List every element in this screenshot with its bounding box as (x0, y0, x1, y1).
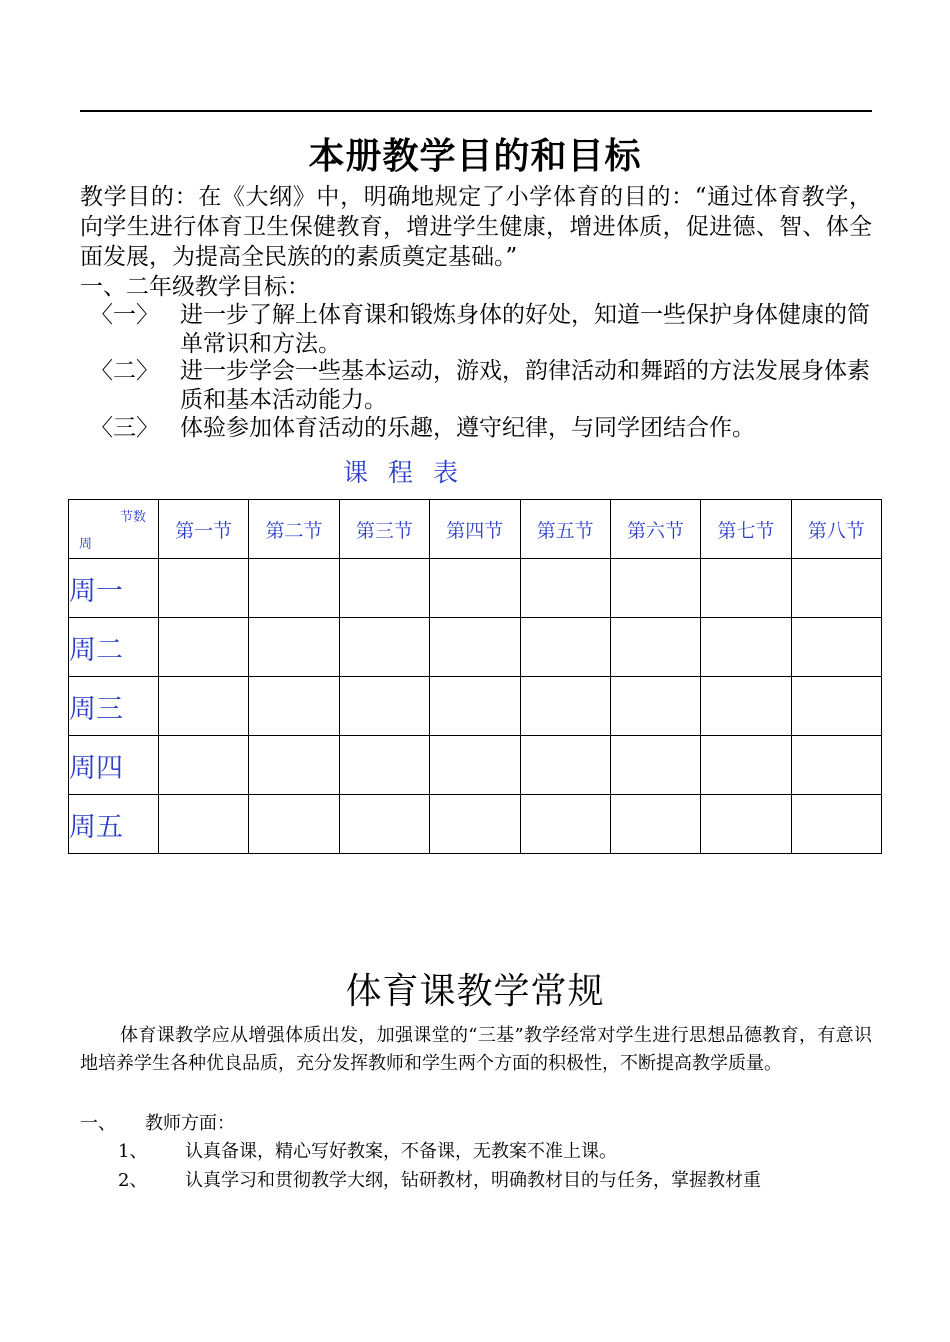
schedule-cell[interactable] (159, 677, 249, 736)
day-label: 周三 (69, 677, 159, 736)
schedule-cell[interactable] (430, 795, 520, 854)
day-label: 周五 (69, 795, 159, 854)
schedule-cell[interactable] (159, 559, 249, 618)
day-label: 周四 (69, 736, 159, 795)
schedule-cell[interactable] (339, 618, 429, 677)
day-label: 周一 (69, 559, 159, 618)
schedule-cell[interactable] (249, 618, 339, 677)
schedule-cell[interactable] (791, 795, 881, 854)
schedule-cell[interactable] (610, 559, 700, 618)
schedule-cell[interactable] (610, 736, 700, 795)
schedule-cell[interactable] (791, 618, 881, 677)
day-label: 周二 (69, 618, 159, 677)
goals-heading: 一、二年级教学目标： (80, 274, 310, 300)
schedule-cell[interactable] (791, 677, 881, 736)
schedule-cell[interactable] (610, 795, 700, 854)
schedule-cell[interactable] (791, 736, 881, 795)
schedule-cell[interactable] (701, 618, 791, 677)
section2-intro: 体育课教学应从增强体质出发，加强课堂的“三基”教学经常对学生进行思想品德教育，有意识地培养学生各种优良品质，充分发挥教师和学生两个方面的积极性，不断提高教学质量。 (80, 1025, 872, 1074)
schedule-cell[interactable] (339, 559, 429, 618)
schedule-cell[interactable] (610, 677, 700, 736)
schedule-cell[interactable] (339, 736, 429, 795)
teacher-section-number: 一、 (80, 1113, 116, 1134)
schedule-cell[interactable] (701, 736, 791, 795)
schedule-cell[interactable] (430, 677, 520, 736)
schedule-cell[interactable] (249, 677, 339, 736)
goal-number: 〈二〉 (90, 358, 159, 384)
section2-title: 体育课教学常规 (345, 971, 605, 1012)
schedule-cell[interactable] (701, 795, 791, 854)
schedule-cell[interactable] (339, 677, 429, 736)
period-header: 第四节 (430, 500, 520, 559)
goal-number: 〈一〉 (90, 302, 159, 328)
schedule-row (69, 736, 882, 795)
header-rule (80, 110, 872, 112)
schedule-cell[interactable] (520, 559, 610, 618)
schedule-table (68, 499, 882, 854)
schedule-cell[interactable] (520, 618, 610, 677)
period-header: 第三节 (339, 500, 429, 559)
teacher-section-heading: 教师方面： (145, 1113, 235, 1134)
schedule-cell[interactable] (791, 559, 881, 618)
schedule-title: 课程表 (343, 458, 479, 487)
schedule-row (69, 677, 882, 736)
item-number: 1、 (118, 1141, 148, 1162)
schedule-cell[interactable] (520, 795, 610, 854)
section1-title: 本册教学目的和目标 (308, 135, 642, 177)
schedule-cell[interactable] (520, 677, 610, 736)
goal-text: 进一步了解上体育课和锻炼身体的好处，知道一些保护身体健康的简单常识和方法。 (180, 302, 870, 357)
schedule-row (69, 795, 882, 854)
period-header: 第二节 (249, 500, 339, 559)
schedule-cell[interactable] (701, 559, 791, 618)
period-header: 第五节 (520, 500, 610, 559)
schedule-cell[interactable] (430, 736, 520, 795)
schedule-cell[interactable] (701, 677, 791, 736)
item-number: 2、 (118, 1170, 148, 1191)
schedule-header-row (69, 500, 882, 559)
schedule-cell[interactable] (430, 618, 520, 677)
period-header: 第八节 (791, 500, 881, 559)
period-header: 第六节 (610, 500, 700, 559)
period-header: 第一节 (159, 500, 249, 559)
schedule-cell[interactable] (430, 559, 520, 618)
goal-text: 体验参加体育活动的乐趣，遵守纪律，与同学团结合作。 (180, 415, 755, 441)
schedule-cell[interactable] (249, 736, 339, 795)
corner-label-periods: 节数 (119, 510, 146, 525)
schedule-corner-cell (69, 500, 159, 559)
schedule-cell[interactable] (159, 795, 249, 854)
corner-label-week: 周 (79, 537, 93, 552)
goal-text: 进一步学会一些基本运动，游戏，韵律活动和舞蹈的方法发展身体素质和基本活动能力。 (180, 358, 870, 413)
period-header: 第七节 (701, 500, 791, 559)
schedule-row (69, 618, 882, 677)
teaching-purpose: 教学目的：在《大纲》中，明确地规定了小学体育的目的：“通过体育教学，向学生进行体育卫生保健教育，增进学生健康，增进体质，促进德、智、体全面发展，为提高全民族的的素质奠定基础。” (80, 184, 872, 270)
schedule-cell[interactable] (339, 795, 429, 854)
schedule-cell[interactable] (249, 559, 339, 618)
schedule-cell[interactable] (159, 736, 249, 795)
item-text: 认真备课，精心写好教案，不备课，无教案不准上课。 (185, 1141, 617, 1162)
schedule-cell[interactable] (520, 736, 610, 795)
schedule-cell[interactable] (159, 618, 249, 677)
schedule-row (69, 559, 882, 618)
schedule-cell[interactable] (610, 618, 700, 677)
schedule-cell[interactable] (249, 795, 339, 854)
goal-number: 〈三〉 (90, 415, 159, 441)
item-text: 认真学习和贯彻教学大纲，钻研教材，明确教材目的与任务，掌握教材重 (185, 1170, 761, 1191)
